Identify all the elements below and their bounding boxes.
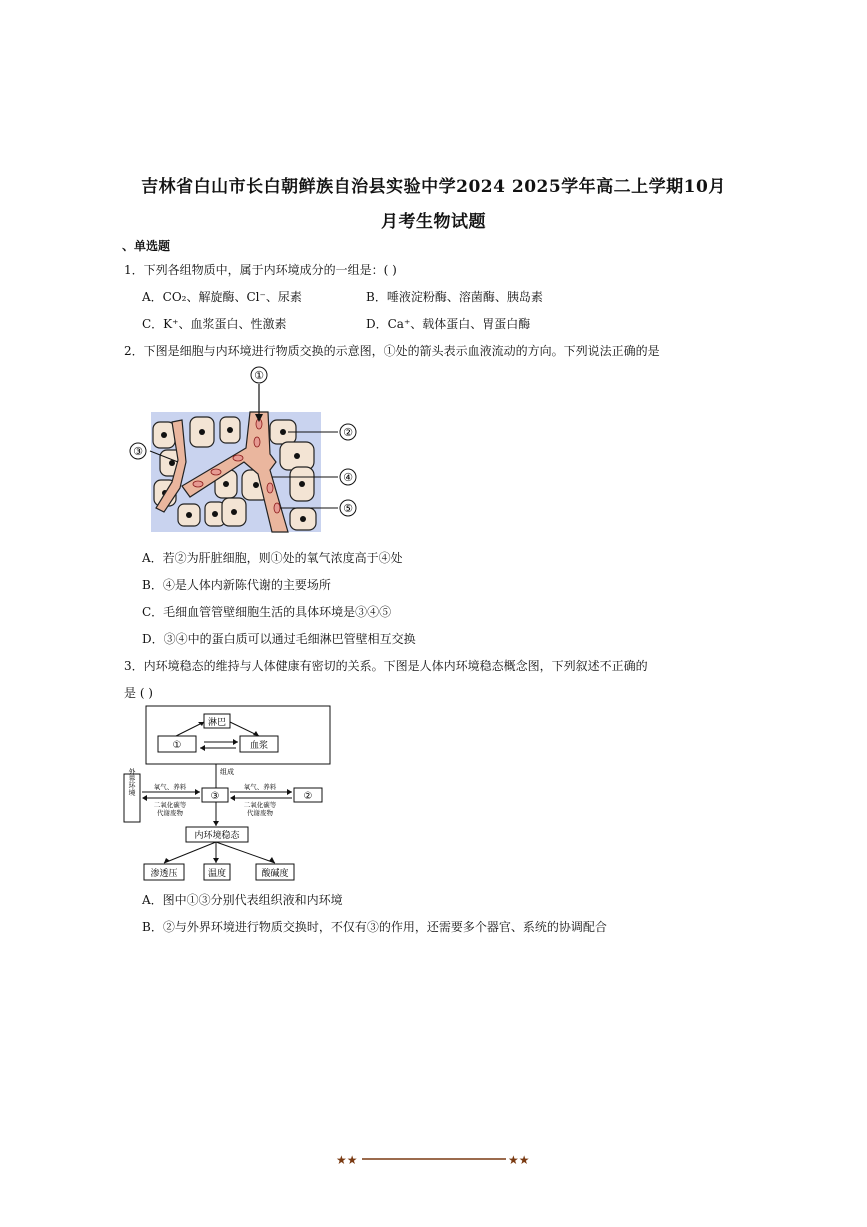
node-3: ③ <box>210 791 220 802</box>
left-co2: 二氧化碳等 <box>153 801 187 809</box>
node-1: ① <box>172 740 182 751</box>
node-2: ② <box>303 791 313 802</box>
footer-left-stars: ★★ <box>336 1153 358 1167</box>
section-heading: 、单选题 <box>122 239 171 253</box>
label-1: ① <box>254 369 264 382</box>
q1-option-d: D．Ca⁺、载体蛋白、胃蛋白酶 <box>366 317 531 331</box>
question-3-stem-line-2: 是 ( ) <box>124 686 153 700</box>
node-osmotic-pressure: 渗透压 <box>150 869 178 879</box>
footer-right-stars: ★★ <box>508 1153 530 1167</box>
cell-exchange-diagram <box>120 362 370 538</box>
title-line-1: 吉林省白山市长白朝鲜族自治县实验中学2024 2025学年高二上学期10月 <box>141 177 726 197</box>
title-line-2: 月考生物试题 <box>381 212 486 232</box>
q1-option-b: B．唾液淀粉酶、溶菌酶、胰岛素 <box>366 290 543 304</box>
q2-option-a: A．若②为肝脏细胞，则①处的氧气浓度高于④处 <box>142 551 403 565</box>
homeostasis-concept-diagram <box>120 702 335 887</box>
node-plasma: 血浆 <box>249 741 269 751</box>
node-temperature: 温度 <box>207 869 227 879</box>
label-4: ④ <box>343 471 353 484</box>
right-oxygen-nutrients: 氧气、养料 <box>243 783 277 791</box>
q2-option-d: D．③④中的蛋白质可以通过毛细淋巴管壁相互交换 <box>142 632 416 646</box>
right-co2: 二氧化碳等 <box>243 801 277 809</box>
q1-option-a: A．CO₂、解旋酶、Cl⁻、尿素 <box>142 290 302 304</box>
q1-option-c: C．K⁺、血浆蛋白、性激素 <box>142 317 287 331</box>
question-3-stem-line-1: 3．内环境稳态的维持与人体健康有密切的关系。下图是人体内环境稳态概念图，下列叙述不正确的 <box>124 659 648 673</box>
label-5: ⑤ <box>343 502 353 515</box>
question-1-stem: 1．下列各组物质中，属于内环境成分的一组是：( ) <box>124 263 397 277</box>
label-compose: 组成 <box>220 768 234 776</box>
left-oxygen-nutrients: 氧气、养料 <box>153 783 187 791</box>
right-waste: 代谢废物 <box>247 809 273 817</box>
footer-ornament <box>336 1150 536 1170</box>
node-ph: 酸碱度 <box>261 869 289 879</box>
label-2: ② <box>343 426 353 439</box>
q3-option-b: B．②与外界环境进行物质交换时，不仅有③的作用，还需要多个器官、系统的协调配合 <box>142 920 607 934</box>
node-lymph: 淋巴 <box>207 718 227 728</box>
left-waste: 代谢废物 <box>157 809 183 817</box>
label-3: ③ <box>133 445 143 458</box>
q2-option-c: C．毛细血管管壁细胞生活的具体环境是③④⑤ <box>142 605 392 619</box>
node-external: 外界环境 <box>128 768 136 796</box>
q2-option-b: B．④是人体内新陈代谢的主要场所 <box>142 578 331 592</box>
question-2-stem: 2．下图是细胞与内环境进行物质交换的示意图，①处的箭头表示血液流动的方向。下列说法正确的是 <box>124 344 660 358</box>
node-homeostasis: 内环境稳态 <box>194 831 240 841</box>
q3-option-a: A．图中①③分别代表组织液和内环境 <box>142 893 343 907</box>
